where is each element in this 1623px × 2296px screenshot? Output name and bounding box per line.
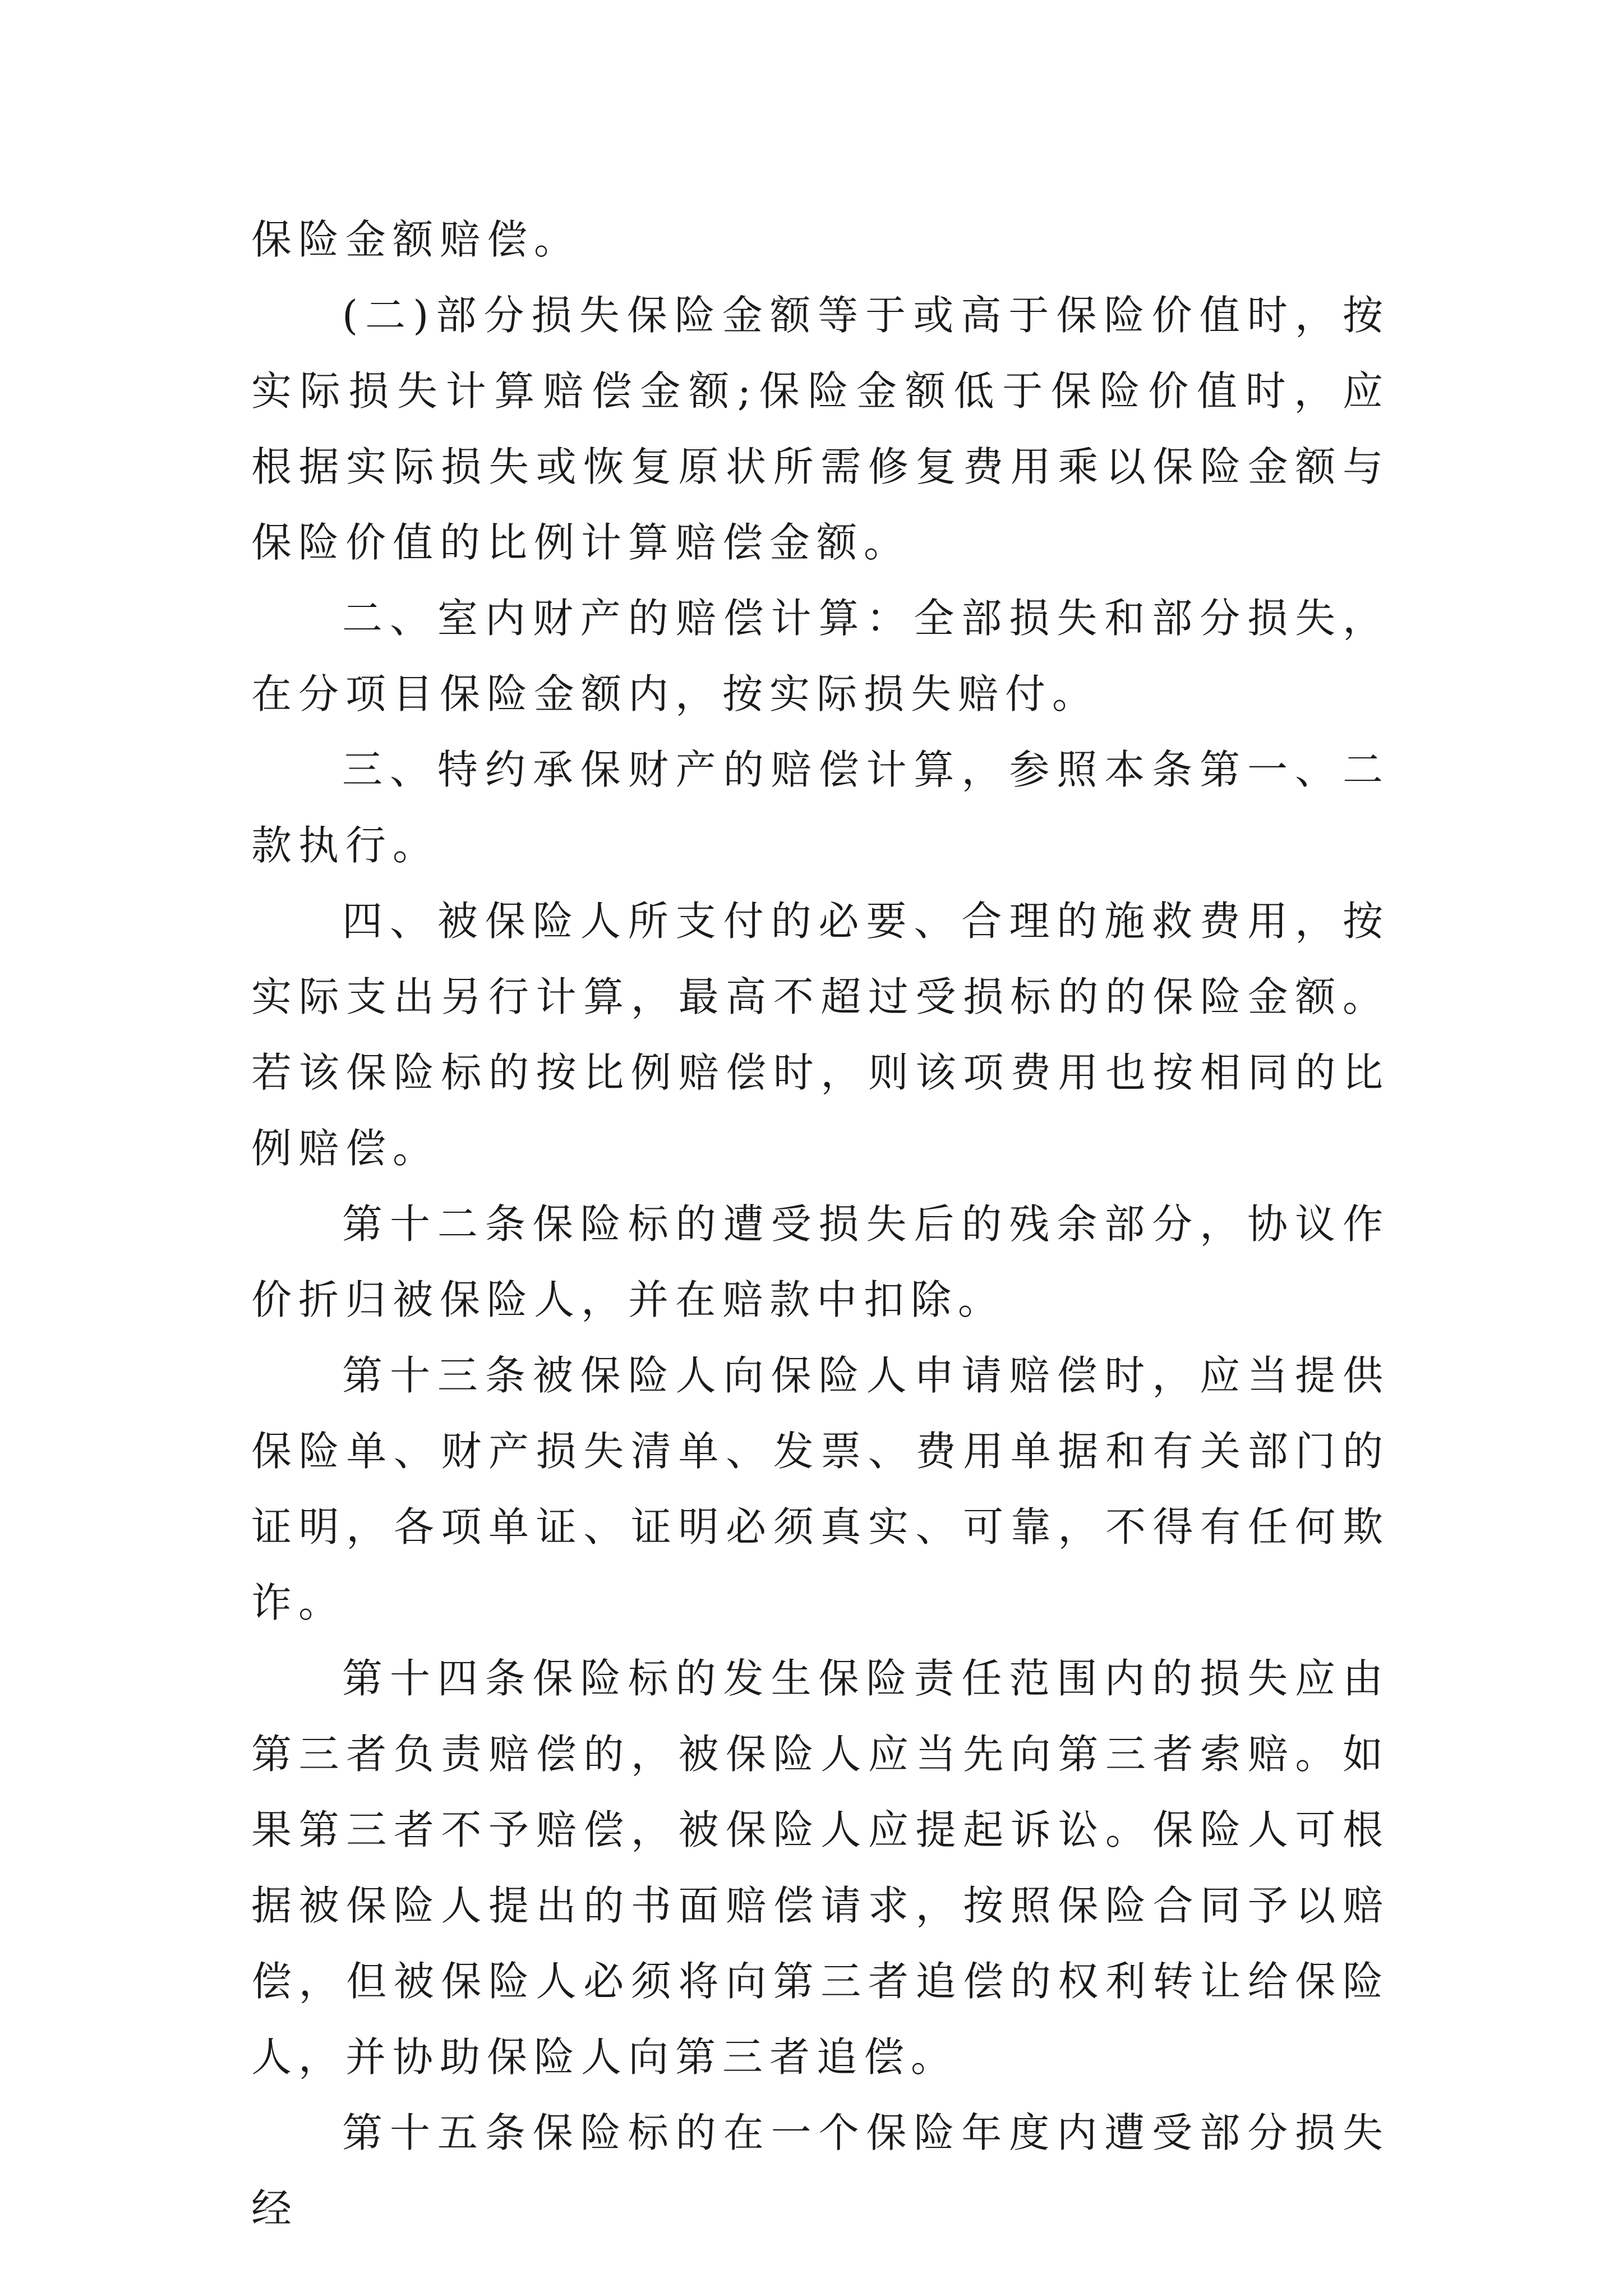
paragraph-partial-loss: (二)部分损失保险金额等于或高于保险价值时，按实际损失计算赔偿金额;保险金额低于保险价值时，应根据实际损失或恢复原状所需修复费用乘以保险金额与保险价值的比例计算赔偿金额。 bbox=[251, 292, 1390, 566]
paragraph-indoor-property: 二、室内财产的赔偿计算：全部损失和部分损失，在分项目保险金额内，按实际损失赔付。 bbox=[251, 595, 1390, 717]
document-body bbox=[251, 202, 1390, 2247]
paragraph-rescue-costs: 四、被保险人所支付的必要、合理的施救费用，按实际支出另行计算，最高不超过受损标的的保险金额。若该保险标的按比例赔偿时，则该项费用也按相同的比例赔偿。 bbox=[251, 898, 1390, 1172]
paragraph-article-13: 第十三条被保险人向保险人申请赔偿时，应当提供保险单、财产损失清单、发票、费用单据和有关部门的证明，各项单证、证明必须真实、可靠，不得有任何欺诈。 bbox=[251, 1352, 1390, 1626]
paragraph-article-12: 第十二条保险标的遭受损失后的残余部分，协议作价折归被保险人，并在赔款中扣除。 bbox=[251, 1200, 1390, 1323]
paragraph-article-14: 第十四条保险标的发生保险责任范围内的损失应由第三者负责赔偿的，被保险人应当先向第三者索赔。如果第三者不予赔偿，被保险人应提起诉讼。保险人可根据被保险人提出的书面赔偿请求，按照保险合同予以赔偿，但被保险人必须将向第三者追偿的权利转让给保险人，并协助保险人向第三者追偿。 bbox=[251, 1655, 1390, 2081]
paragraph-continuation: 保险金额赔偿。 bbox=[251, 216, 582, 263]
paragraph-special-property: 三、特约承保财产的赔偿计算，参照本条第一、二款执行。 bbox=[251, 746, 1390, 869]
paragraph-article-15: 第十五条保险标的在一个保险年度内遭受部分损失经 bbox=[251, 2109, 1390, 2232]
